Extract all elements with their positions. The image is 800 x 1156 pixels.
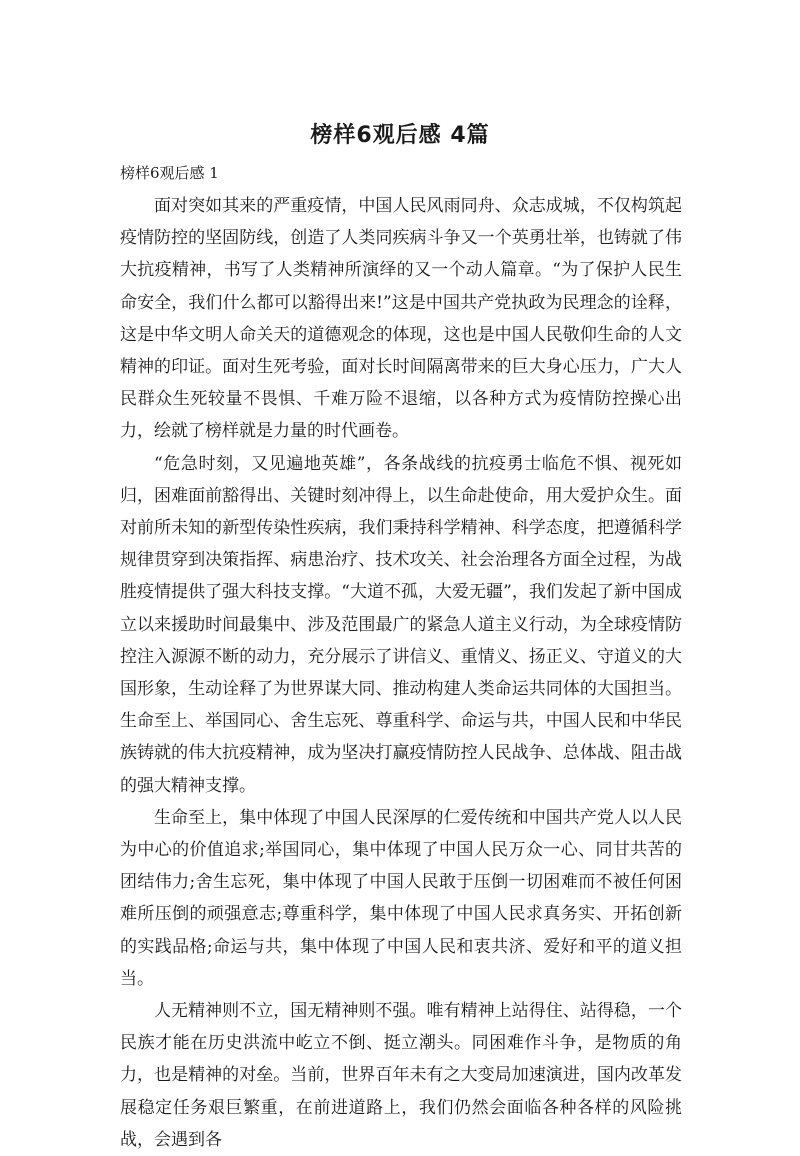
body-text <box>120 190 682 1156</box>
paragraph: 人无精神则不立，国无精神则不强。唯有精神上站得住、站得稳，一个民族才能在历史洪流中屹立不倒、挺立潮头。同困难作斗争，是物质的角力，也是精神的对垒。当前，世界百年未有之大变局加速演进，国内改革发展稳定任务艰巨繁重，在前进道路上，我们仍然会面临各种各样的风险挑战，会遇到各 <box>120 1001 682 1150</box>
paragraph: 面对突如其来的严重疫情，中国人民风雨同舟、众志成城，不仅构筑起疫情防控的坚固防线，创造了人类同疾病斗争又一个英勇壮举，也铸就了伟大抗疫精神，书写了人类精神所演绎的又一个动人篇章。“为了保护人民生命安全，我们什么都可以豁得出来!”这是中国共产党执政为民理念的诠释，这是中华文明人命关天的道德观念的体现，这也是中国人民敬仰生命的人文精神的印证。面对生死考验，面对长时间隔离带来的巨大身心压力，广大人民群众生死较量不畏惧、千难万险不退缩，以各种方式为疫情防控操心出力，绘就了榜样就是力量的时代画卷。 <box>120 196 682 442</box>
document-title: 榜样6观后感 4篇 <box>310 123 490 148</box>
paragraph: 生命至上，集中体现了中国人民深厚的仁爱传统和中国共产党人以人民为中心的价值追求;举国同心，集中体现了中国人民万众一心、同甘共苦的团结伟力;舍生忘死，集中体现了中国人民敢于压倒一切困难而不被任何困难所压倒的顽强意志;尊重科学，集中体现了中国人民求真务实、开拓创新的实践品格;命运与共，集中体现了中国人民和衷共济、爱好和平的道义担当。 <box>120 807 682 989</box>
section-heading: 榜样6观后感 1 <box>120 164 219 182</box>
paragraph: “危急时刻，又见遍地英雄”，各条战线的抗疫勇士临危不惧、视死如归，困难面前豁得出、关键时刻冲得上，以生命赴使命，用大爱护众生。面对前所未知的新型传染性疾病，我们秉持科学精神、科学态度，把遵循科学规律贯穿到决策指挥、病患治疗、技术攻关、社会治理各方面全过程，为战胜疫情提供了强大科技支撑。“大道不孤，大爱无疆”，我们发起了新中国成立以来援助时间最集中、涉及范围最广的紧急人道主义行动，为全球疫情防控注入源源不断的动力，充分展示了讲信义、重情义、扬正义、守道义的大国形象，生动诠释了为世界谋大同、推动构建人类命运共同体的大国担当。生命至上、举国同心、舍生忘死、尊重科学、命运与共，中国人民和中华民族铸就的伟大抗疫精神，成为坚决打赢疫情防控人民战争、总体战、阻击战的强大精神支撑。 <box>120 453 682 796</box>
